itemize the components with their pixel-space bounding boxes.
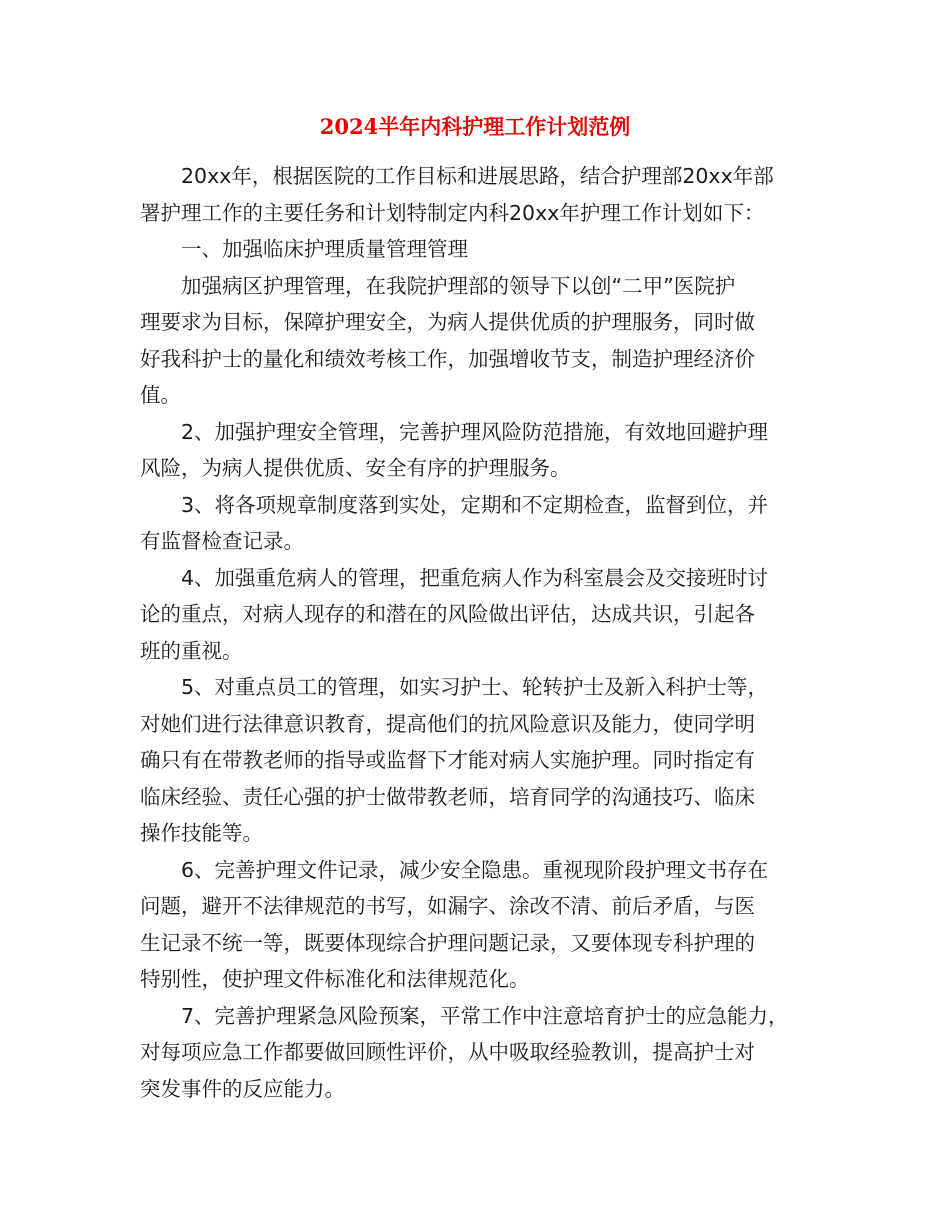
paragraph-line: 加强病区护理管理，在我院护理部的领导下以创“二甲”医院护	[181, 273, 736, 298]
paragraph	[140, 560, 840, 670]
paragraph-line: 20xx年，根据医院的工作目标和进展思路，结合护理部20xx年部	[181, 164, 774, 188]
document-body	[140, 158, 840, 1107]
paragraph-line: 问题，避开不法律规范的书写，如漏字、涂改不清、前后矛盾，与医	[140, 894, 755, 918]
paragraph	[140, 852, 840, 998]
paragraph-line: 5、对重点员工的管理，如实习护士、轮转护士及新入科护士等，	[181, 675, 769, 699]
paragraph	[140, 669, 840, 852]
paragraph-line: 署护理工作的主要任务和计划特制定内科20xx年护理工作计划如下：	[140, 200, 765, 225]
paragraph-line: 临床经验、责任心强的护士做带教老师，培育同学的沟通技巧、临床	[140, 784, 755, 809]
paragraph-line: 论的重点，对病人现存的和潜在的风险做出评估，达成共识，引起各	[140, 602, 755, 626]
paragraph-line: 7、完善护理紧急风险预案，平常工作中注意培育护士的应急能力，	[181, 1003, 789, 1028]
paragraph	[140, 487, 840, 560]
paragraph-line: 突发事件的反应能力。	[140, 1076, 345, 1101]
paragraph	[140, 414, 840, 487]
paragraph-line: 4、加强重危病人的管理，把重危病人作为科室晨会及交接班时讨	[181, 565, 769, 590]
paragraph-line: 风险，为病人提供优质、安全有序的护理服务。	[140, 456, 571, 480]
paragraph	[140, 158, 840, 231]
paragraph-line: 班的重视。	[140, 638, 243, 663]
paragraph-line: 生记录不统一等，既要体现综合护理问题记录，又要体现专科护理的	[140, 930, 755, 955]
paragraph-line: 6、完善护理文件记录，减少安全隐患。重视现阶段护理文书存在	[181, 857, 769, 882]
paragraph-line: 操作技能等。	[140, 821, 263, 845]
paragraph-line: 3、将各项规章制度落到实处，定期和不定期检查，监督到位，并	[181, 492, 769, 517]
paragraph-line: 对她们进行法律意识教育，提高他们的抗风险意识及能力，使同学明	[140, 711, 755, 736]
paragraph-line: 2、加强护理安全管理，完善护理风险防范措施，有效地回避护理	[181, 419, 769, 444]
paragraph-line: 一、加强临床护理质量管理管理	[181, 237, 468, 261]
paragraph	[140, 231, 840, 268]
paragraph-line: 理要求为目标，保障护理安全，为病人提供优质的护理服务，同时做	[140, 310, 755, 334]
paragraph-line: 特别性，使护理文件标准化和法律规范化。	[140, 967, 530, 991]
paragraph	[140, 998, 840, 1108]
paragraph-line: 有监督检查记录。	[140, 529, 304, 553]
paragraph-line: 确只有在带教老师的指导或监督下才能对病人实施护理。同时指定有	[140, 748, 755, 772]
paragraph-line: 好我科护士的量化和绩效考核工作，加强增收节支，制造护理经济价	[140, 346, 755, 371]
paragraph	[140, 268, 840, 414]
document-title: 2024半年内科护理工作计划范例	[319, 114, 631, 139]
paragraph-line: 对每项应急工作都要做回顾性评价，从中吸取经验教训，提高护士对	[140, 1040, 755, 1064]
paragraph-line: 值。	[140, 383, 181, 407]
